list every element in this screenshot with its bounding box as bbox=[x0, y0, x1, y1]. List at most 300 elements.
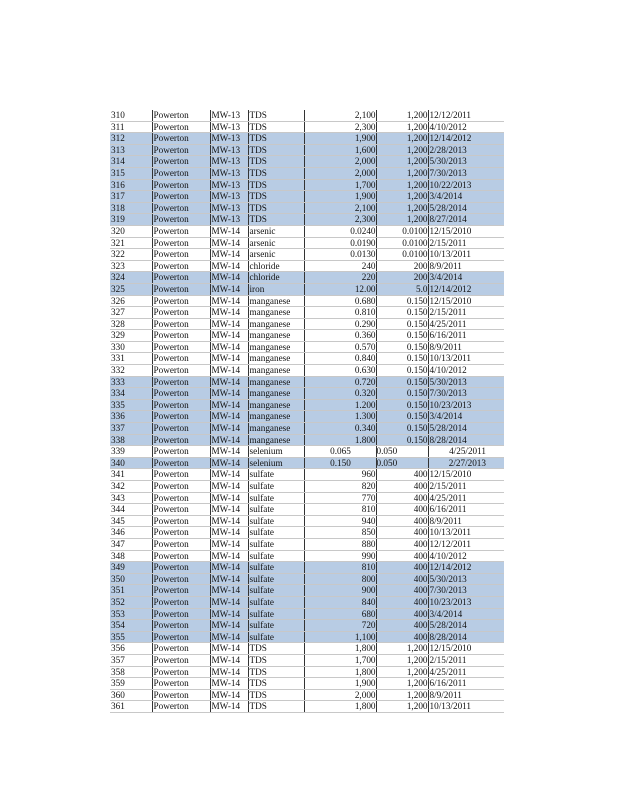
date-cell: 7/30/2013 bbox=[428, 585, 504, 597]
result-cell: 1,700 bbox=[304, 179, 376, 191]
site-cell: Powerton bbox=[152, 388, 210, 400]
date-cell: 10/23/2013 bbox=[428, 596, 504, 608]
table-row bbox=[110, 283, 504, 295]
parameter-cell: manganese bbox=[248, 411, 304, 423]
well-cell: MW-14 bbox=[210, 423, 248, 435]
well-cell: MW-14 bbox=[210, 538, 248, 550]
date-cell: 3/4/2014 bbox=[428, 191, 504, 203]
row-number-cell: 333 bbox=[110, 376, 152, 388]
table-row bbox=[110, 620, 504, 632]
site-cell: Powerton bbox=[152, 504, 210, 516]
limit-cell: 0.0100 bbox=[376, 225, 428, 237]
result-cell: 0.150 bbox=[304, 457, 376, 469]
row-number-cell: 361 bbox=[110, 701, 152, 713]
result-cell: 1,700 bbox=[304, 654, 376, 666]
row-number-cell: 339 bbox=[110, 446, 152, 458]
well-cell: MW-14 bbox=[210, 237, 248, 249]
site-cell: Powerton bbox=[152, 353, 210, 365]
table-row bbox=[110, 225, 504, 237]
limit-cell: 1,200 bbox=[376, 156, 428, 168]
row-number-cell: 330 bbox=[110, 341, 152, 353]
result-cell: 0.340 bbox=[304, 423, 376, 435]
table-row bbox=[110, 341, 504, 353]
result-cell: 0.0130 bbox=[304, 249, 376, 261]
table-row bbox=[110, 469, 504, 481]
site-cell: Powerton bbox=[152, 643, 210, 655]
table-row bbox=[110, 457, 504, 469]
well-cell: MW-14 bbox=[210, 225, 248, 237]
parameter-cell: arsenic bbox=[248, 237, 304, 249]
site-cell: Powerton bbox=[152, 133, 210, 145]
limit-cell: 400 bbox=[376, 596, 428, 608]
parameter-cell: TDS bbox=[248, 666, 304, 678]
result-cell: 810 bbox=[304, 504, 376, 516]
limit-cell: 0.150 bbox=[376, 330, 428, 342]
parameter-cell: TDS bbox=[248, 202, 304, 214]
row-number-cell: 350 bbox=[110, 573, 152, 585]
parameter-cell: manganese bbox=[248, 376, 304, 388]
well-cell: MW-13 bbox=[210, 167, 248, 179]
site-cell: Powerton bbox=[152, 202, 210, 214]
row-number-cell: 351 bbox=[110, 585, 152, 597]
limit-cell: 0.050 bbox=[376, 446, 428, 458]
limit-cell: 0.150 bbox=[376, 388, 428, 400]
date-cell: 12/12/2011 bbox=[428, 538, 504, 550]
result-cell: 840 bbox=[304, 596, 376, 608]
date-cell: 7/30/2013 bbox=[428, 167, 504, 179]
parameter-cell: chloride bbox=[248, 260, 304, 272]
row-number-cell: 331 bbox=[110, 353, 152, 365]
parameter-cell: manganese bbox=[248, 318, 304, 330]
well-cell: MW-14 bbox=[210, 631, 248, 643]
parameter-cell: TDS bbox=[248, 121, 304, 133]
well-cell: MW-14 bbox=[210, 365, 248, 377]
site-cell: Powerton bbox=[152, 550, 210, 562]
limit-cell: 0.150 bbox=[376, 341, 428, 353]
table-row bbox=[110, 121, 504, 133]
row-number-cell: 317 bbox=[110, 191, 152, 203]
well-cell: MW-14 bbox=[210, 492, 248, 504]
row-number-cell: 334 bbox=[110, 388, 152, 400]
site-cell: Powerton bbox=[152, 481, 210, 493]
limit-cell: 400 bbox=[376, 608, 428, 620]
site-cell: Powerton bbox=[152, 457, 210, 469]
row-number-cell: 325 bbox=[110, 283, 152, 295]
parameter-cell: TDS bbox=[248, 701, 304, 713]
date-cell: 10/13/2011 bbox=[428, 701, 504, 713]
well-cell: MW-13 bbox=[210, 133, 248, 145]
limit-cell: 0.0100 bbox=[376, 249, 428, 261]
parameter-cell: sulfate bbox=[248, 573, 304, 585]
site-cell: Powerton bbox=[152, 121, 210, 133]
date-cell: 12/15/2010 bbox=[428, 469, 504, 481]
parameter-cell: TDS bbox=[248, 133, 304, 145]
parameter-cell: manganese bbox=[248, 365, 304, 377]
limit-cell: 1,200 bbox=[376, 110, 428, 121]
result-cell: 1,900 bbox=[304, 133, 376, 145]
table-row bbox=[110, 365, 504, 377]
table-row bbox=[110, 330, 504, 342]
parameter-cell: iron bbox=[248, 283, 304, 295]
limit-cell: 1,200 bbox=[376, 214, 428, 226]
limit-cell: 200 bbox=[376, 260, 428, 272]
limit-cell: 400 bbox=[376, 550, 428, 562]
row-number-cell: 312 bbox=[110, 133, 152, 145]
table-row bbox=[110, 191, 504, 203]
date-cell: 6/16/2011 bbox=[428, 504, 504, 516]
parameter-cell: TDS bbox=[248, 156, 304, 168]
site-cell: Powerton bbox=[152, 295, 210, 307]
limit-cell: 1,200 bbox=[376, 666, 428, 678]
limit-cell: 5.0 bbox=[376, 283, 428, 295]
row-number-cell: 354 bbox=[110, 620, 152, 632]
parameter-cell: manganese bbox=[248, 330, 304, 342]
parameter-cell: sulfate bbox=[248, 527, 304, 539]
row-number-cell: 321 bbox=[110, 237, 152, 249]
parameter-cell: TDS bbox=[248, 167, 304, 179]
limit-cell: 400 bbox=[376, 504, 428, 516]
parameter-cell: sulfate bbox=[248, 631, 304, 643]
well-cell: MW-13 bbox=[210, 156, 248, 168]
row-number-cell: 340 bbox=[110, 457, 152, 469]
parameter-cell: manganese bbox=[248, 399, 304, 411]
result-cell: 12.00 bbox=[304, 283, 376, 295]
table-row bbox=[110, 527, 504, 539]
limit-cell: 1,200 bbox=[376, 202, 428, 214]
date-cell: 2/15/2011 bbox=[428, 307, 504, 319]
limit-cell: 0.150 bbox=[376, 376, 428, 388]
date-cell: 2/15/2011 bbox=[428, 481, 504, 493]
result-cell: 220 bbox=[304, 272, 376, 284]
row-number-cell: 332 bbox=[110, 365, 152, 377]
well-cell: MW-14 bbox=[210, 596, 248, 608]
table-row bbox=[110, 492, 504, 504]
date-cell: 4/25/2011 bbox=[428, 318, 504, 330]
result-cell: 1,100 bbox=[304, 631, 376, 643]
result-cell: 0.840 bbox=[304, 353, 376, 365]
result-cell: 0.810 bbox=[304, 307, 376, 319]
date-cell: 2/15/2011 bbox=[428, 237, 504, 249]
date-cell: 5/30/2013 bbox=[428, 376, 504, 388]
parameter-cell: TDS bbox=[248, 110, 304, 121]
well-cell: MW-13 bbox=[210, 202, 248, 214]
limit-cell: 400 bbox=[376, 538, 428, 550]
parameter-cell: manganese bbox=[248, 423, 304, 435]
limit-cell: 1,200 bbox=[376, 701, 428, 713]
limit-cell: 0.0100 bbox=[376, 237, 428, 249]
result-cell: 1,900 bbox=[304, 678, 376, 690]
parameter-cell: arsenic bbox=[248, 225, 304, 237]
limit-cell: 400 bbox=[376, 527, 428, 539]
table-row bbox=[110, 550, 504, 562]
result-cell: 940 bbox=[304, 515, 376, 527]
row-number-cell: 357 bbox=[110, 654, 152, 666]
row-number-cell: 346 bbox=[110, 527, 152, 539]
result-cell: 960 bbox=[304, 469, 376, 481]
limit-cell: 1,200 bbox=[376, 133, 428, 145]
row-number-cell: 310 bbox=[110, 110, 152, 121]
row-number-cell: 314 bbox=[110, 156, 152, 168]
result-cell: 0.0190 bbox=[304, 237, 376, 249]
parameter-cell: manganese bbox=[248, 307, 304, 319]
limit-cell: 0.150 bbox=[376, 318, 428, 330]
well-cell: MW-14 bbox=[210, 643, 248, 655]
site-cell: Powerton bbox=[152, 573, 210, 585]
parameter-cell: TDS bbox=[248, 678, 304, 690]
well-cell: MW-14 bbox=[210, 527, 248, 539]
site-cell: Powerton bbox=[152, 434, 210, 446]
date-cell: 4/10/2012 bbox=[428, 365, 504, 377]
well-cell: MW-14 bbox=[210, 376, 248, 388]
parameter-cell: TDS bbox=[248, 179, 304, 191]
parameter-cell: sulfate bbox=[248, 538, 304, 550]
date-cell: 8/9/2011 bbox=[428, 515, 504, 527]
well-cell: MW-13 bbox=[210, 121, 248, 133]
result-cell: 880 bbox=[304, 538, 376, 550]
well-cell: MW-14 bbox=[210, 620, 248, 632]
table-row bbox=[110, 399, 504, 411]
site-cell: Powerton bbox=[152, 446, 210, 458]
limit-cell: 0.150 bbox=[376, 434, 428, 446]
row-number-cell: 355 bbox=[110, 631, 152, 643]
date-cell: 8/27/2014 bbox=[428, 214, 504, 226]
row-number-cell: 337 bbox=[110, 423, 152, 435]
result-cell: 240 bbox=[304, 260, 376, 272]
well-cell: MW-14 bbox=[210, 701, 248, 713]
result-cell: 0.680 bbox=[304, 295, 376, 307]
limit-cell: 0.050 bbox=[376, 457, 428, 469]
result-cell: 1.300 bbox=[304, 411, 376, 423]
table-row bbox=[110, 504, 504, 516]
result-cell: 0.320 bbox=[304, 388, 376, 400]
table-row bbox=[110, 608, 504, 620]
row-number-cell: 322 bbox=[110, 249, 152, 261]
parameter-cell: selenium bbox=[248, 457, 304, 469]
exceedance-table bbox=[110, 110, 504, 713]
table-row bbox=[110, 654, 504, 666]
limit-cell: 400 bbox=[376, 573, 428, 585]
table-row bbox=[110, 631, 504, 643]
row-number-cell: 341 bbox=[110, 469, 152, 481]
date-cell: 5/28/2014 bbox=[428, 423, 504, 435]
row-number-cell: 353 bbox=[110, 608, 152, 620]
result-cell: 1,800 bbox=[304, 666, 376, 678]
row-number-cell: 360 bbox=[110, 689, 152, 701]
site-cell: Powerton bbox=[152, 330, 210, 342]
site-cell: Powerton bbox=[152, 585, 210, 597]
limit-cell: 1,200 bbox=[376, 678, 428, 690]
date-cell: 2/27/2013 bbox=[428, 457, 504, 469]
date-cell: 12/15/2010 bbox=[428, 295, 504, 307]
row-number-cell: 311 bbox=[110, 121, 152, 133]
row-number-cell: 356 bbox=[110, 643, 152, 655]
limit-cell: 0.150 bbox=[376, 399, 428, 411]
date-cell: 4/10/2012 bbox=[428, 121, 504, 133]
result-cell: 1,900 bbox=[304, 191, 376, 203]
date-cell: 10/22/2013 bbox=[428, 179, 504, 191]
result-cell: 0.290 bbox=[304, 318, 376, 330]
row-number-cell: 342 bbox=[110, 481, 152, 493]
site-cell: Powerton bbox=[152, 596, 210, 608]
date-cell: 12/12/2011 bbox=[428, 110, 504, 121]
site-cell: Powerton bbox=[152, 666, 210, 678]
date-cell: 8/9/2011 bbox=[428, 689, 504, 701]
well-cell: MW-14 bbox=[210, 260, 248, 272]
well-cell: MW-14 bbox=[210, 654, 248, 666]
site-cell: Powerton bbox=[152, 191, 210, 203]
result-cell: 0.720 bbox=[304, 376, 376, 388]
table-row bbox=[110, 272, 504, 284]
table-row bbox=[110, 678, 504, 690]
well-cell: MW-14 bbox=[210, 353, 248, 365]
well-cell: MW-13 bbox=[210, 214, 248, 226]
limit-cell: 0.150 bbox=[376, 295, 428, 307]
limit-cell: 0.150 bbox=[376, 411, 428, 423]
table-row bbox=[110, 538, 504, 550]
parameter-cell: arsenic bbox=[248, 249, 304, 261]
site-cell: Powerton bbox=[152, 365, 210, 377]
site-cell: Powerton bbox=[152, 341, 210, 353]
table-row bbox=[110, 156, 504, 168]
limit-cell: 400 bbox=[376, 585, 428, 597]
site-cell: Powerton bbox=[152, 608, 210, 620]
parameter-cell: manganese bbox=[248, 341, 304, 353]
well-cell: MW-14 bbox=[210, 272, 248, 284]
row-number-cell: 349 bbox=[110, 562, 152, 574]
parameter-cell: TDS bbox=[248, 654, 304, 666]
row-number-cell: 336 bbox=[110, 411, 152, 423]
date-cell: 8/28/2014 bbox=[428, 631, 504, 643]
table-row bbox=[110, 596, 504, 608]
table-row bbox=[110, 133, 504, 145]
site-cell: Powerton bbox=[152, 283, 210, 295]
parameter-cell: sulfate bbox=[248, 504, 304, 516]
date-cell: 8/9/2011 bbox=[428, 260, 504, 272]
site-cell: Powerton bbox=[152, 562, 210, 574]
table-row bbox=[110, 585, 504, 597]
row-number-cell: 328 bbox=[110, 318, 152, 330]
site-cell: Powerton bbox=[152, 423, 210, 435]
parameter-cell: sulfate bbox=[248, 550, 304, 562]
limit-cell: 0.150 bbox=[376, 353, 428, 365]
result-cell: 2,000 bbox=[304, 156, 376, 168]
parameter-cell: TDS bbox=[248, 144, 304, 156]
date-cell: 12/15/2010 bbox=[428, 225, 504, 237]
row-number-cell: 319 bbox=[110, 214, 152, 226]
site-cell: Powerton bbox=[152, 144, 210, 156]
parameter-cell: sulfate bbox=[248, 608, 304, 620]
result-cell: 1.200 bbox=[304, 399, 376, 411]
well-cell: MW-14 bbox=[210, 469, 248, 481]
table-row bbox=[110, 260, 504, 272]
well-cell: MW-14 bbox=[210, 515, 248, 527]
table-row bbox=[110, 307, 504, 319]
table-row bbox=[110, 434, 504, 446]
row-number-cell: 324 bbox=[110, 272, 152, 284]
site-cell: Powerton bbox=[152, 399, 210, 411]
result-cell: 2,300 bbox=[304, 214, 376, 226]
date-cell: 3/4/2014 bbox=[428, 608, 504, 620]
result-cell: 2,100 bbox=[304, 110, 376, 121]
well-cell: MW-14 bbox=[210, 504, 248, 516]
table-row bbox=[110, 388, 504, 400]
date-cell: 3/4/2014 bbox=[428, 411, 504, 423]
well-cell: MW-14 bbox=[210, 434, 248, 446]
site-cell: Powerton bbox=[152, 376, 210, 388]
date-cell: 10/13/2011 bbox=[428, 249, 504, 261]
limit-cell: 1,200 bbox=[376, 654, 428, 666]
row-number-cell: 358 bbox=[110, 666, 152, 678]
result-cell: 990 bbox=[304, 550, 376, 562]
well-cell: MW-14 bbox=[210, 341, 248, 353]
result-cell: 770 bbox=[304, 492, 376, 504]
result-cell: 810 bbox=[304, 562, 376, 574]
limit-cell: 1,200 bbox=[376, 121, 428, 133]
date-cell: 4/25/2011 bbox=[428, 446, 504, 458]
table-row bbox=[110, 249, 504, 261]
result-cell: 0.570 bbox=[304, 341, 376, 353]
well-cell: MW-14 bbox=[210, 585, 248, 597]
row-number-cell: 320 bbox=[110, 225, 152, 237]
date-cell: 10/23/2013 bbox=[428, 399, 504, 411]
row-number-cell: 359 bbox=[110, 678, 152, 690]
site-cell: Powerton bbox=[152, 179, 210, 191]
row-number-cell: 323 bbox=[110, 260, 152, 272]
parameter-cell: manganese bbox=[248, 295, 304, 307]
result-cell: 1.800 bbox=[304, 434, 376, 446]
row-number-cell: 327 bbox=[110, 307, 152, 319]
parameter-cell: sulfate bbox=[248, 469, 304, 481]
table-row bbox=[110, 515, 504, 527]
result-cell: 2,300 bbox=[304, 121, 376, 133]
result-cell: 0.065 bbox=[304, 446, 376, 458]
limit-cell: 1,200 bbox=[376, 179, 428, 191]
table-row bbox=[110, 446, 504, 458]
well-cell: MW-13 bbox=[210, 110, 248, 121]
row-number-cell: 345 bbox=[110, 515, 152, 527]
site-cell: Powerton bbox=[152, 527, 210, 539]
date-cell: 6/16/2011 bbox=[428, 678, 504, 690]
site-cell: Powerton bbox=[152, 307, 210, 319]
well-cell: MW-14 bbox=[210, 562, 248, 574]
result-cell: 720 bbox=[304, 620, 376, 632]
result-cell: 680 bbox=[304, 608, 376, 620]
well-cell: MW-14 bbox=[210, 481, 248, 493]
date-cell: 2/28/2013 bbox=[428, 144, 504, 156]
date-cell: 5/28/2014 bbox=[428, 620, 504, 632]
limit-cell: 0.150 bbox=[376, 365, 428, 377]
result-cell: 1,800 bbox=[304, 643, 376, 655]
result-cell: 800 bbox=[304, 573, 376, 585]
parameter-cell: TDS bbox=[248, 643, 304, 655]
well-cell: MW-14 bbox=[210, 446, 248, 458]
limit-cell: 400 bbox=[376, 631, 428, 643]
row-number-cell: 338 bbox=[110, 434, 152, 446]
parameter-cell: manganese bbox=[248, 388, 304, 400]
parameter-cell: sulfate bbox=[248, 562, 304, 574]
site-cell: Powerton bbox=[152, 411, 210, 423]
well-cell: MW-14 bbox=[210, 411, 248, 423]
well-cell: MW-14 bbox=[210, 388, 248, 400]
date-cell: 5/30/2013 bbox=[428, 573, 504, 585]
table-row bbox=[110, 643, 504, 655]
well-cell: MW-14 bbox=[210, 689, 248, 701]
result-cell: 2,000 bbox=[304, 167, 376, 179]
well-cell: MW-14 bbox=[210, 573, 248, 585]
table-row bbox=[110, 237, 504, 249]
well-cell: MW-14 bbox=[210, 457, 248, 469]
well-cell: MW-14 bbox=[210, 318, 248, 330]
